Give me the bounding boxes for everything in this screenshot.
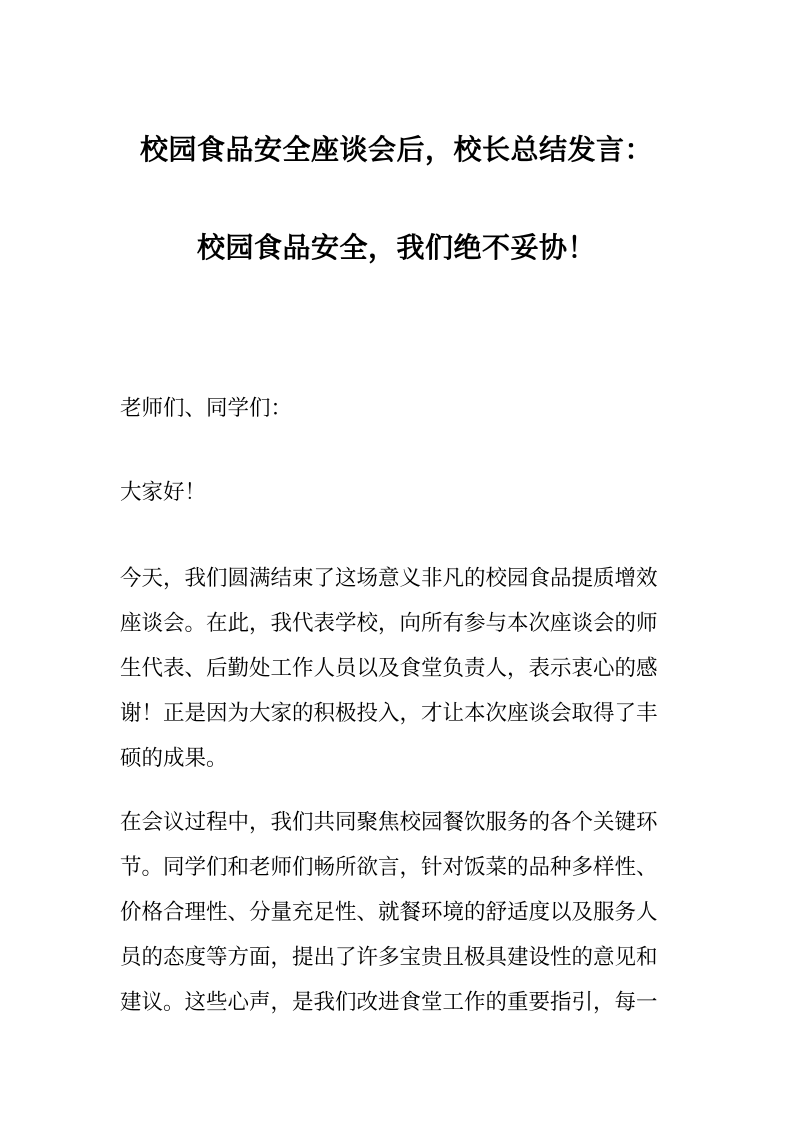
- paragraph-line: 今天，我们圆满结束了这场意义非凡的校园食品提质增效: [120, 566, 658, 591]
- paragraph-line: 座谈会。在此，我代表学校，向所有参与本次座谈会的师: [120, 611, 658, 636]
- salutation: 老师们、同学们：: [120, 396, 293, 421]
- paragraph-line: 谢！正是因为大家的积极投入，才让本次座谈会取得了丰: [120, 701, 658, 726]
- paragraph-line: 建议。这些心声，是我们改进食堂工作的重要指引，每一: [120, 990, 658, 1015]
- paragraph-line: 在会议过程中，我们共同聚焦校园餐饮服务的各个关键环: [120, 810, 658, 835]
- paragraph-opening-thanks: [120, 556, 676, 781]
- document-title-line-2: 校园食品安全，我们绝不妥协！: [196, 231, 596, 264]
- document-title-line-1: 校园食品安全座谈会后，校长总结发言：: [139, 133, 653, 166]
- paragraph-line: 价格合理性、分量充足性、就餐环境的舒适度以及服务人: [120, 900, 658, 925]
- paragraph-line: 员的态度等方面，提出了许多宝贵且极具建设性的意见和: [120, 945, 658, 970]
- paragraph-line: 节。同学们和老师们畅所欲言，针对饭菜的品种多样性、: [120, 855, 658, 880]
- paragraph-line: 硕的成果。: [120, 746, 228, 771]
- greeting-line: 大家好！: [120, 480, 207, 505]
- paragraph-line: 生代表、后勤处工作人员以及食堂负责人，表示衷心的感: [120, 656, 658, 681]
- paragraph-meeting-summary: [120, 800, 676, 1025]
